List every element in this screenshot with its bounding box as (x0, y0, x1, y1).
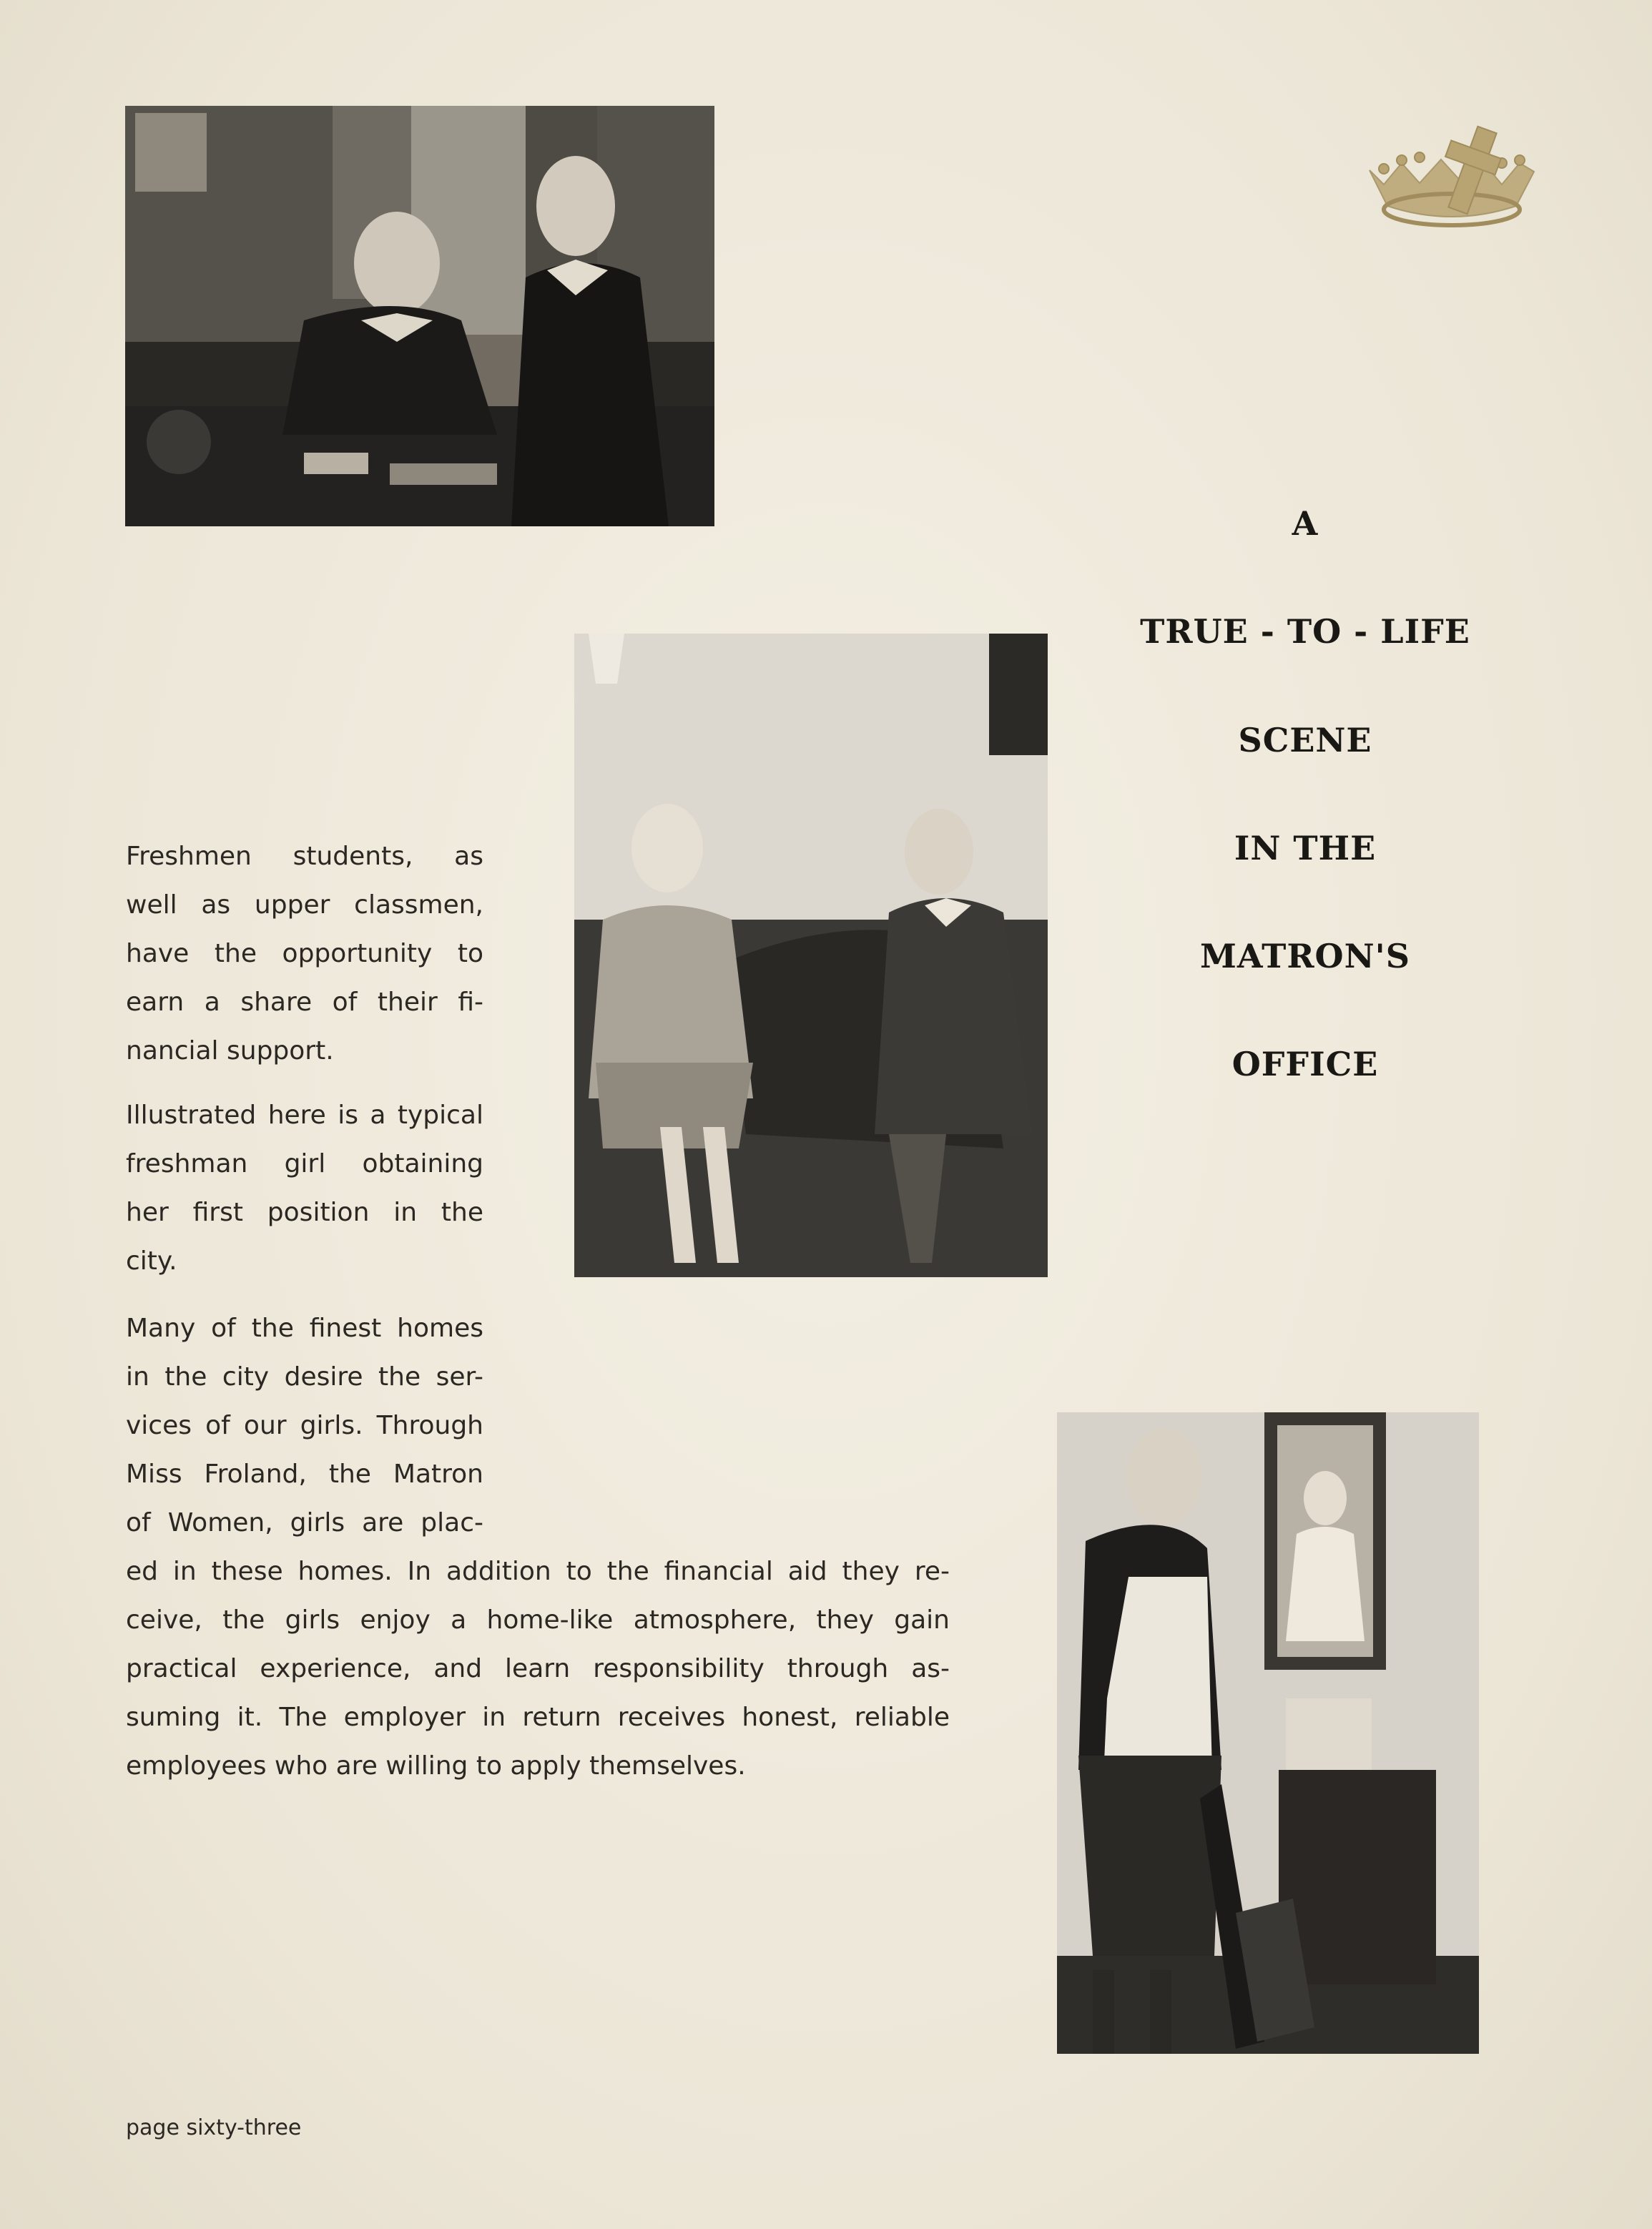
heading-line-4: IN THE (1234, 829, 1377, 867)
paragraph-illustrated (126, 1091, 483, 1286)
paragraph-line: employees who are willing to apply themselves. (126, 1751, 746, 1781)
heading-line-3: SCENE (1238, 721, 1372, 759)
heading-line-6: OFFICE (1231, 1045, 1379, 1083)
paragraph-line: city. (126, 1246, 177, 1276)
paragraph-opportunity (126, 832, 483, 1076)
paragraph-line: nancial support. (126, 1036, 334, 1066)
paragraph-line: Freshmen students, as (126, 842, 483, 871)
paragraph-line: well as upper classmen, (126, 890, 483, 920)
paragraph-finest-homes (126, 1304, 483, 1547)
photo-seated-conversation (574, 634, 1048, 1277)
paragraph-line: Miss Froland, the Matron (126, 1460, 483, 1489)
heading-line-2: TRUE - TO - LIFE (1140, 612, 1470, 651)
paragraph-line: of Women, girls are plac- (126, 1508, 483, 1537)
heading-line-1: A (1292, 504, 1319, 543)
paragraph-line: have the opportunity to (126, 939, 483, 968)
paragraph-line: Many of the finest homes (126, 1314, 483, 1343)
paragraph-line: freshman girl obtaining (126, 1149, 483, 1179)
photo-matron-desk (125, 106, 714, 526)
paragraph-line: suming it. The employer in return receives honest, reliable (126, 1703, 950, 1732)
paragraph-line: earn a share of their fi- (126, 988, 483, 1017)
paragraph-line: vices of our girls. Through (126, 1411, 483, 1440)
paragraph-line: ceive, the girls enjoy a home-like atmosphere, they gain (126, 1605, 950, 1635)
crown-emblem (1362, 120, 1541, 235)
paragraph-line: her first position in the (126, 1198, 483, 1227)
photo-maid-vacuum (1057, 1412, 1479, 2054)
paragraph-line: in the city desire the ser- (126, 1362, 483, 1392)
paragraph-finest-homes-continued (126, 1547, 950, 1791)
page-number-footer: page sixty-three (126, 2115, 302, 2140)
paragraph-line: ed in these homes. In addition to the financial aid they re- (126, 1557, 950, 1586)
paragraph-line: practical experience, and learn responsibility through as- (126, 1654, 950, 1683)
heading-line-5: MATRON'S (1200, 937, 1410, 975)
paragraph-line: Illustrated here is a typical (126, 1101, 483, 1130)
